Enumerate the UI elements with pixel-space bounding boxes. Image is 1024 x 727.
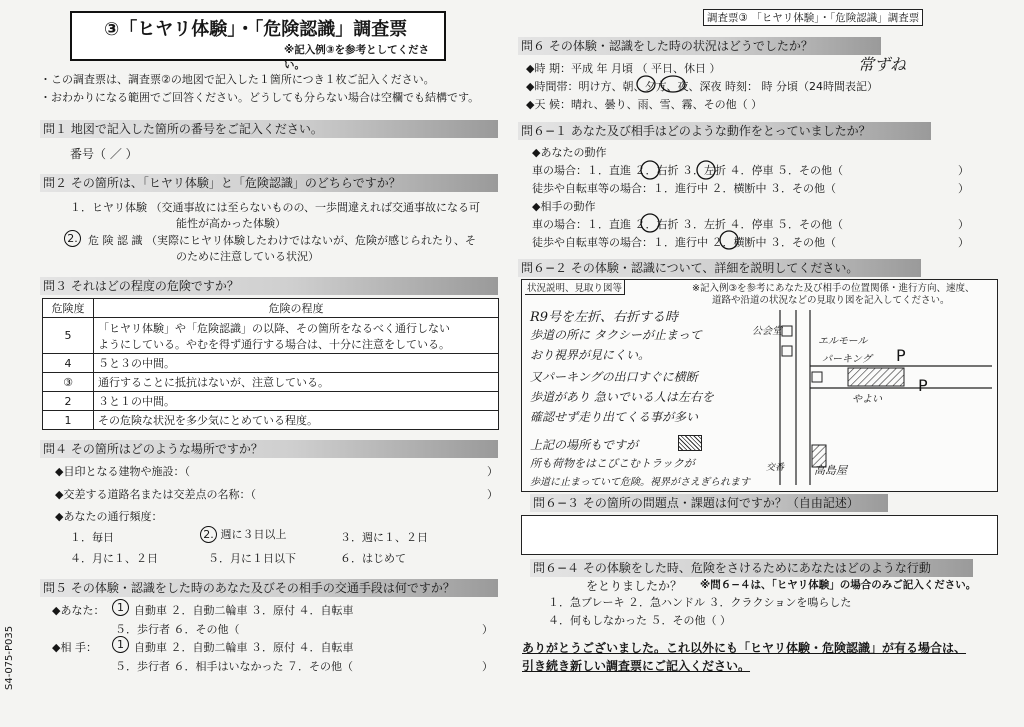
handwritten-line: 上記の場所もですが [530, 438, 639, 452]
frequency-label: ◆あなたの通行頻度： [55, 510, 163, 523]
you-action-label: ◆あなたの動作 [532, 146, 607, 159]
number-field[interactable]: 番号（ ／ ） [70, 147, 138, 161]
map-label: 高島屋 [814, 464, 847, 477]
question-heading: 問１ 地図で記入した箇所の番号をご記入ください。 [40, 120, 498, 138]
selection-circle: 1 [112, 636, 129, 653]
hatched-area-icon [678, 435, 702, 451]
question-heading: 問６ その体験・認識をした時の状況はどうでしたか？ [518, 37, 881, 55]
table-cell-desc: ５と３の中間。 [94, 354, 499, 373]
question-heading: 問５ その体験・認識をした時のあなた及びその相手の交通手段は何ですか？ [40, 579, 498, 597]
selection-circle: 2. [200, 526, 217, 543]
danger-table [42, 298, 499, 430]
handwritten-line: 歩道の所に タクシーが止まって [530, 328, 702, 342]
other-walk-options[interactable]: 徒歩や自転車等の場合：１．進行中 ２．横断中 ３．その他（ [532, 236, 836, 249]
handwritten-line: 又パーキングの出口すぐに横断 [530, 370, 698, 384]
footer-thanks: 引き続き新しい調査票にご記入ください。 [522, 659, 751, 673]
table-cell-level: 1 [43, 411, 94, 430]
option-text: のために注意している状況） [176, 250, 319, 263]
handwritten-line: 所も荷物をはこびこむトラックが [530, 457, 695, 470]
table-cell-desc: 「ヒヤリ体験」や「危険認識」の以降、その箇所をなるべく通行しない ようにしている。やむを得ず通行する場合は、十分に注意をしている。 [94, 318, 499, 354]
question-heading: 問６−４ その体験をした時、危険をさけるためにあなたはどのような行動 [530, 559, 973, 577]
you-car-options[interactable]: 車の場合：１．直進 ２．右折 ３．左折 ４．停車 ５．その他（ [532, 164, 843, 177]
side-code: S4-075-P035 [4, 625, 15, 690]
handwritten-line: 歩道があり 急いでいる人は左右を [530, 390, 714, 404]
paren-close: ） [482, 623, 493, 636]
selection-circle: 2. [64, 230, 81, 247]
map-label: やよい [852, 394, 882, 405]
right-header: 調査票③ 「ヒヤリ体験」・「危険認識」調査票 [703, 9, 923, 26]
map-label: 公会堂 [752, 326, 782, 337]
paren-close: ） [958, 236, 969, 249]
paren-close: ） [487, 465, 498, 478]
transport-options[interactable]: 自動車 ２．自動二輪車 ３．原付 ４．自転車 [134, 641, 354, 654]
frequency-option[interactable]: ４．月に１、２日 [70, 552, 158, 565]
time-field[interactable]: ◆時間帯：明け方、朝、夕方、夜、深夜 時刻： 時 分頃（24時間表記） [526, 80, 878, 93]
transport-options[interactable]: 自動車 ２．自動二輪車 ３．原付 ４．自転車 [134, 604, 354, 617]
transport-options[interactable]: ５．歩行者 ６．相手はいなかった ７．その他（ [115, 660, 353, 673]
table-header: 危険度 [43, 299, 94, 318]
transport-other-label: ◆相 手： [52, 641, 97, 654]
transport-options[interactable]: ５．歩行者 ６．その他（ [115, 623, 240, 636]
map-label: エルモール [818, 336, 868, 347]
frequency-option[interactable]: ５．月に１日以下 [208, 552, 296, 565]
period-field[interactable]: ◆時 期：平成 年 月頃 （ 平日、休日 ） [526, 62, 721, 75]
table-cell-desc: ３と１の中間。 [94, 392, 499, 411]
option-text[interactable]: 危 険 認 識 （実際にヒヤリ体験したわけではないが、危険が感じられたり、そ [88, 234, 476, 247]
you-walk-options[interactable]: 徒歩や自転車等の場合：１．進行中 ２．横断中 ３．その他（ [532, 182, 836, 195]
table-cell-level: 5 [43, 318, 94, 354]
note-line: ・おわかりになる範囲でご回答ください。どうしても分らない場合は空欄でも結構です。 [40, 91, 480, 104]
table-cell-level[interactable]: ③ [43, 373, 94, 392]
sketch-box-label: 状況説明、見取り図等 [525, 280, 625, 295]
map-label: P [918, 376, 928, 395]
page-title: ③「ヒヤリ体験」・「危険認識」調査票 [104, 19, 408, 40]
option-text[interactable]: １．ヒヤリ体験 （交通事故には至らないものの、一歩間違えれば交通事故になる可 [70, 201, 481, 214]
sketch-note: 道路や沿道の状況などの見取り図を記入してください。 [712, 295, 950, 306]
question-note: ※問６−４は、「ヒヤリ体験」の場合のみご記入ください。 [700, 579, 977, 591]
crossroad-field[interactable]: ◆交差する道路名または交差点の名称：（ [55, 488, 256, 501]
selected-option[interactable] [64, 230, 81, 247]
handwritten-answer: 常ずね [858, 55, 907, 74]
table-header: 危険の程度 [94, 299, 499, 318]
transport-you-label: ◆あなた： [52, 604, 105, 617]
handwritten-line: 歩道に止まっていて危険。視界がさえぎられます [530, 477, 750, 488]
selection-circles [632, 156, 752, 256]
paren-close: ） [958, 182, 969, 195]
table-cell-desc: その危険な状況を多少気にとめている程度。 [94, 411, 499, 430]
other-car-options[interactable]: 車の場合：１．直進 ２．右折 ３．左折 ４．停車 ５．その他（ [532, 218, 843, 231]
handwritten-line: R9号を左折、右折する時 [530, 310, 679, 325]
table-cell-level: 4 [43, 354, 94, 373]
question-heading-cont: をとりましたか？ [586, 579, 683, 593]
page-subtitle: ※記入例③を参考としてください。 [284, 44, 430, 71]
frequency-option[interactable]: ３．週に１、２日 [340, 531, 428, 544]
transport-you-selected[interactable] [112, 599, 129, 616]
sketch-area[interactable] [521, 279, 998, 492]
question-heading: 問３ それはどの程度の危険ですか？ [40, 277, 498, 295]
question-heading: 問２ その箇所は、「ヒヤリ体験」と「危険認識」のどちらですか？ [40, 174, 498, 192]
option-text: 能性が高かった体験） [176, 217, 286, 230]
question-heading: 問４ その箇所はどのような場所ですか？ [40, 440, 498, 458]
handwritten-line: 確認せず走り出てくる事が多い [530, 410, 699, 424]
title-box [70, 11, 446, 71]
selection-circle: 1 [112, 599, 129, 616]
map-label: パーキング [822, 354, 872, 365]
note-line: ・この調査票は、調査票②の地図で記入した１箇所につき１枚ご記入ください。 [40, 73, 435, 86]
transport-other-selected[interactable] [112, 636, 129, 653]
handwritten-line: おり視界が見にくい。 [530, 348, 651, 362]
landmark-field[interactable]: ◆目印となる建物や施設：（ [55, 465, 190, 478]
paren-close: ） [958, 218, 969, 231]
map-label: 交番 [766, 463, 785, 473]
frequency-option[interactable]: ６．はじめて [340, 552, 406, 565]
selection-circles [636, 74, 688, 94]
other-action-label: ◆相手の動作 [532, 200, 596, 213]
frequency-option[interactable]: １．毎日 [70, 531, 114, 544]
table-cell-desc: 通行することに抵抗はないが、注意している。 [94, 373, 499, 392]
weather-field[interactable]: ◆天 候：晴れ、曇り、雨、雪、霧、その他（ ） [526, 98, 763, 111]
paren-close: ） [482, 660, 493, 673]
frequency-option-selected[interactable]: 2. 週に３日以上 [200, 526, 287, 543]
paren-close: ） [958, 164, 969, 177]
paren-close: ） [487, 488, 498, 501]
sketch-note: ※記入例③を参考にあなた及び相手の位置関係・進行方向、速度、 [692, 283, 975, 294]
question-heading: 問６−３ その箇所の問題点・課題は何ですか？（自由記述） [530, 494, 888, 512]
action-options[interactable]: ４．何もしなかった ５．その他（ ） [548, 614, 731, 627]
question-heading: 問６−１ あなた及び相手はどのような動作をとっていましたか？ [518, 122, 931, 140]
question-heading: 問６−２ その体験・認識について、詳細を説明してください。 [518, 259, 921, 277]
map-label: P [896, 346, 906, 365]
issues-text-box[interactable] [521, 515, 998, 555]
action-options[interactable]: １．急ブレーキ ２．急ハンドル ３．クラクションを鳴らした [548, 596, 852, 609]
footer-thanks: ありがとうございました。これ以外にも「ヒヤリ体験・危険認識」が有る場合は、 [522, 641, 967, 655]
table-cell-level: 2 [43, 392, 94, 411]
